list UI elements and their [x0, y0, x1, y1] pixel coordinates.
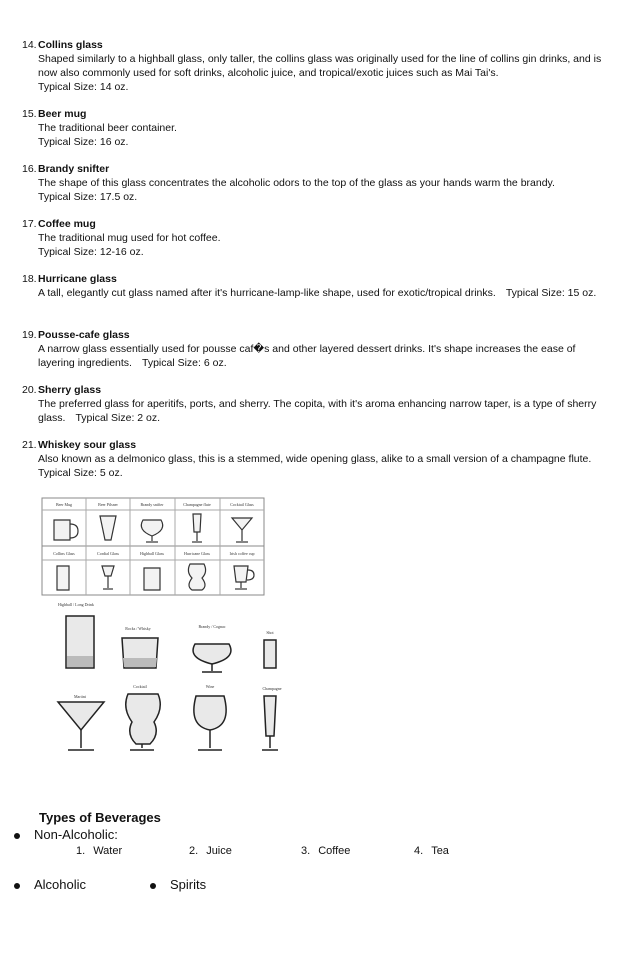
item-size: Typical Size: 16 oz.: [38, 136, 129, 148]
bullet-dot: [14, 883, 20, 889]
item-title: Sherry glass: [38, 384, 102, 396]
item-body: [38, 52, 606, 94]
list-item: [414, 845, 449, 857]
item-description: The preferred glass for aperitifs, ports, and sherry. The copita, with it's aroma enhancing narrow taper, is a type of sherry glass.: [38, 398, 597, 424]
list-label: Tea: [431, 845, 449, 857]
bullet-label: Non-Alcoholic:: [34, 827, 118, 842]
item-number: 15.: [22, 108, 37, 120]
bullet-dot: [150, 883, 156, 889]
item-description: A tall, elegantly cut glass named after it's hurricane-lamp-like shape, used for exotic/tropical drinks.: [38, 287, 496, 299]
fig-label: Highball / Long Drink: [58, 602, 94, 607]
non-alcoholic-bullet: [14, 827, 118, 842]
list-number: 3.: [301, 845, 311, 857]
fig-label: Collins Glass: [53, 551, 75, 556]
item-description: A narrow glass essentially used for pousse caf�s and other layered dessert drinks. It's shape increases the ease of layering ingredients.: [38, 343, 576, 369]
item-number: 18.: [22, 273, 37, 285]
item-size: Typical Size: 12-16 oz.: [38, 246, 144, 258]
item-description: The traditional beer container.: [38, 122, 177, 134]
bullet-label: Alcoholic: [34, 877, 87, 892]
glassware-illustration: [40, 496, 296, 758]
bullet-label: Spirits: [170, 877, 207, 892]
item-body: [38, 231, 606, 259]
item-size: Typical Size: 2 oz.: [75, 412, 161, 424]
fig-label: Brandy snifter: [140, 502, 164, 507]
item-title: Collins glass: [38, 39, 103, 51]
item-number: 19.: [22, 329, 37, 341]
item-description: Shaped similarly to a highball glass, only taller, the collins glass was originally used for the line of collins gin drinks, and is now also commonly used for soft drinks, alcoholic juice, and tropical/exotic juices such as Mai Tai's.: [38, 53, 602, 79]
item-number: 14.: [22, 39, 37, 51]
list-number: 1.: [76, 845, 86, 857]
item-body: [38, 286, 606, 300]
list-item: [301, 845, 350, 857]
bullet-dot: [14, 833, 20, 839]
fig-label: Shot: [266, 630, 274, 635]
item-title: Whiskey sour glass: [38, 439, 137, 451]
item-size: Typical Size: 14 oz.: [38, 81, 129, 93]
fig-label: Martini: [74, 694, 86, 699]
item-description: The shape of this glass concentrates the alcoholic odors to the top of the glass as your hands warm the brandy.: [38, 177, 555, 189]
list-label: Coffee: [318, 845, 351, 857]
spirits-bullet: [150, 877, 206, 892]
fig-label: Highball Glass: [140, 551, 164, 556]
fig-label: Cordial Glass: [97, 551, 119, 556]
fig-label: Champagne flute: [183, 502, 211, 507]
fig-label: Champagne: [262, 686, 282, 691]
fig-label: Beer Mug: [55, 502, 73, 507]
item-body: [38, 121, 606, 149]
item-number: 20.: [22, 384, 37, 396]
item-body: [38, 342, 606, 370]
list-item: [76, 845, 122, 857]
list-label: Juice: [206, 845, 232, 857]
item-title: Pousse-cafe glass: [38, 329, 130, 341]
item-size: Typical Size: 5 oz.: [38, 467, 123, 479]
fig-label: Cocktail Glass: [230, 502, 254, 507]
item-title: Beer mug: [38, 108, 87, 120]
item-size: Typical Size: 17.5 oz.: [38, 191, 138, 203]
list-item: [189, 845, 232, 857]
item-number: 17.: [22, 218, 37, 230]
item-number: 16.: [22, 163, 37, 175]
item-number: 21.: [22, 439, 37, 451]
fig-label: Brandy / Cognac: [198, 624, 226, 629]
item-body: [38, 452, 606, 480]
item-description: The traditional mug used for hot coffee.: [38, 232, 221, 244]
fig-label: Rocks / Whisky: [125, 626, 151, 631]
fig-label: Cocktail: [133, 684, 147, 689]
item-title: Brandy snifter: [38, 163, 110, 175]
item-title: Coffee mug: [38, 218, 96, 230]
list-label: Water: [93, 845, 123, 857]
fig-label: Wine: [205, 684, 215, 689]
fig-label: Hurricane Glass: [184, 551, 210, 556]
fig-label: Beer Pilsner: [98, 502, 118, 507]
item-description: Also known as a delmonico glass, this is a stemmed, wide opening glass, alike to a small version of a champagne flute.: [38, 453, 592, 465]
item-size: Typical Size: 6 oz.: [141, 357, 227, 369]
item-body: [38, 176, 606, 204]
item-title: Hurricane glass: [38, 273, 117, 285]
list-number: 2.: [189, 845, 199, 857]
list-number: 4.: [414, 845, 424, 857]
item-body: [38, 397, 606, 425]
section-title: Types of Beverages: [39, 810, 161, 825]
item-size: Typical Size: 15 oz.: [505, 287, 597, 299]
fig-label: Irish coffee cup: [229, 551, 255, 556]
alcoholic-bullet: [14, 877, 86, 892]
